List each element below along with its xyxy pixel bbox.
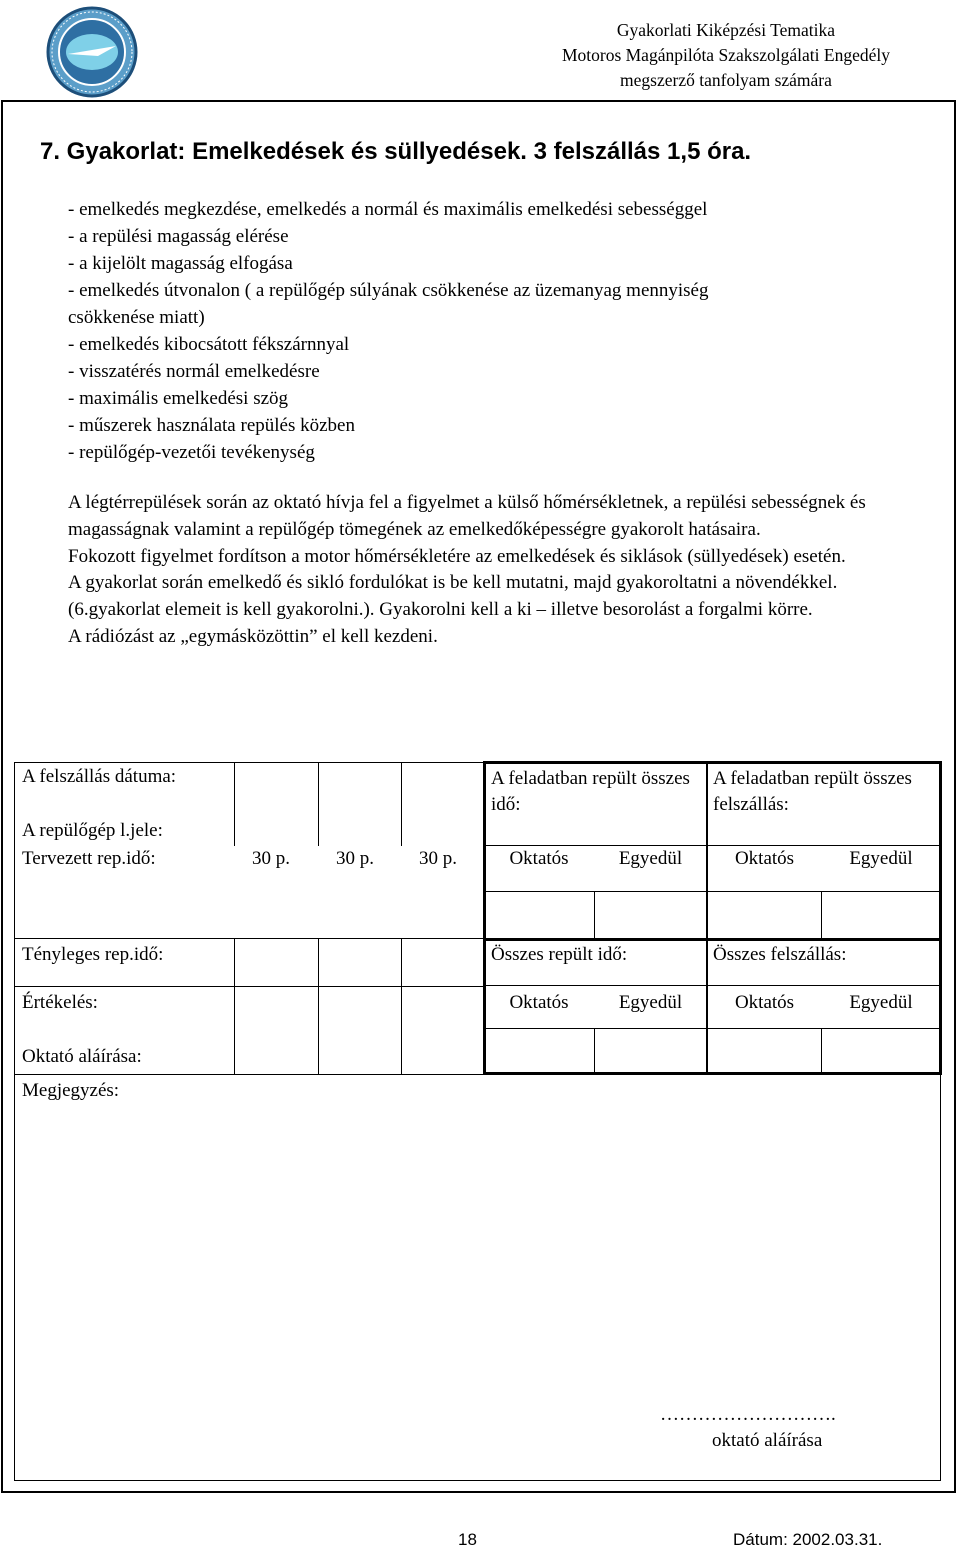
- form-line: [14, 986, 484, 987]
- form-line: [483, 1072, 942, 1075]
- instructor-column-label: Oktatós: [509, 992, 569, 1013]
- bullet-item: - repülőgép-vezetői tevékenység: [68, 442, 315, 463]
- paragraph: A rádiózást az „egymásközöttin” el kell kezdeni.: [68, 625, 438, 647]
- bullet-item: - a repülési magasság elérése: [68, 226, 289, 247]
- document-header: [562, 18, 890, 93]
- form-line: [484, 845, 941, 846]
- form-line: [234, 938, 235, 1074]
- planned-flight-time-label: Tervezett rep.idő:: [22, 848, 156, 869]
- solo-column-label: Egyedül: [849, 848, 913, 869]
- form-line: [484, 891, 941, 892]
- form-line: [940, 1074, 941, 1481]
- solo-column-label: Egyedül: [618, 992, 683, 1013]
- form-line: [484, 985, 941, 986]
- form-line: [318, 762, 319, 846]
- exercise-title: 7. Gyakorlat: Emelkedések és süllyedések. 3 felszállás 1,5 óra.: [40, 138, 752, 165]
- signature-caption: oktató aláírása: [712, 1430, 823, 1451]
- takeoff-date-label: A felszállás dátuma:: [22, 766, 177, 787]
- paragraph: A gyakorlat során emelkedő és sikló fordulókat is be kell mutatni, majd gyakoroltatni a növendékkel. (6.gyakorlat elemeit is kell gyakorolni.). Gyakorolni kell a ki – illetve besorolást a forgalmi körre.: [68, 572, 838, 621]
- solo-column-label: Egyedül: [849, 992, 913, 1013]
- paragraph: Fokozott figyelmet fordítson a motor hőmérsékletére az emelkedések és siklások (süllyedések) esetén.: [68, 545, 846, 567]
- bullet-item: - a kijelölt magasság elfogása: [68, 253, 293, 274]
- form-line: [401, 762, 402, 846]
- bullet-item: csökkenése miatt): [68, 307, 205, 328]
- form-line: [14, 1480, 941, 1481]
- instructor-column-label: Oktatós: [734, 992, 795, 1013]
- evaluation-label: Értékelés:: [22, 992, 98, 1013]
- form-line: [14, 1074, 15, 1481]
- actual-flight-time-label: Tényleges rep.idő:: [22, 944, 164, 965]
- form-line: [401, 938, 402, 1074]
- planned-time-value: 30 p.: [419, 848, 457, 869]
- form-line: [14, 762, 15, 1074]
- document-date: Dátum: 2002.03.31.: [733, 1530, 883, 1549]
- task-total-time-label: A feladatban repült összes idő:: [491, 768, 690, 815]
- signature-dots: ……………………….: [660, 1404, 836, 1425]
- form-line: [594, 1028, 595, 1074]
- bullet-item: - emelkedés megkezdése, emelkedés a normál és maximális emelkedési sebességgel: [68, 199, 708, 220]
- form-line: [821, 891, 822, 939]
- notes-label: Megjegyzés:: [22, 1080, 120, 1101]
- form-line: [483, 761, 942, 764]
- total-flight-time-label: Összes repült idő:: [491, 944, 628, 965]
- bullet-item: - visszatérés normál emelkedésre: [68, 361, 320, 382]
- bullet-item: - műszerek használata repülés közben: [68, 415, 355, 436]
- form-line: [318, 938, 319, 1074]
- form-line: [14, 938, 484, 939]
- form-line: [14, 1074, 484, 1075]
- instructor-signature-label: Oktató aláírása:: [22, 1046, 142, 1067]
- form-line: [821, 1028, 822, 1074]
- school-logo-seal: [38, 6, 146, 98]
- exercise-bullet-list: [68, 196, 709, 466]
- instructor-column-label: Oktatós: [734, 848, 795, 869]
- planned-time-value: 30 p.: [336, 848, 374, 869]
- form-line: [594, 891, 595, 939]
- instruction-text: [68, 490, 928, 651]
- bullet-item: - emelkedés útvonalon ( a repülőgép súlyának csökkenése az üzemanyag mennyiség: [68, 280, 709, 301]
- total-landings-label: Összes felszállás:: [713, 944, 847, 965]
- bullet-item: - maximális emelkedési szög: [68, 388, 289, 409]
- form-line: [14, 762, 484, 763]
- solo-column-label: Egyedül: [618, 848, 683, 869]
- form-line: [484, 1028, 941, 1029]
- planned-time-value: 30 p.: [252, 848, 290, 869]
- form-line: [234, 762, 235, 846]
- header-line-3: megszerző tanfolyam számára: [620, 70, 832, 90]
- bullet-item: - emelkedés kibocsátott fékszárnnyal: [68, 334, 350, 355]
- header-line-2: Motoros Magánpilóta Szakszolgálati Engedély: [561, 45, 890, 65]
- page-number: 18: [458, 1530, 477, 1549]
- form-line: [483, 938, 942, 941]
- task-total-landings-label: A feladatban repült összes felszállás:: [713, 768, 912, 815]
- header-line-1: Gyakorlati Kiképzési Tematika: [616, 20, 836, 40]
- aircraft-registration-label: A repülőgép l.jele:: [22, 820, 163, 841]
- instructor-column-label: Oktatós: [509, 848, 569, 869]
- paragraph: A légtérrepülések során az oktató hívja fel a figyelmet a külső hőmérsékletnek, a repülési sebességnek és magasságnak valamint a repülőgép tömegének az emelkedőképességre gyakorolt hatásaira.: [68, 492, 866, 540]
